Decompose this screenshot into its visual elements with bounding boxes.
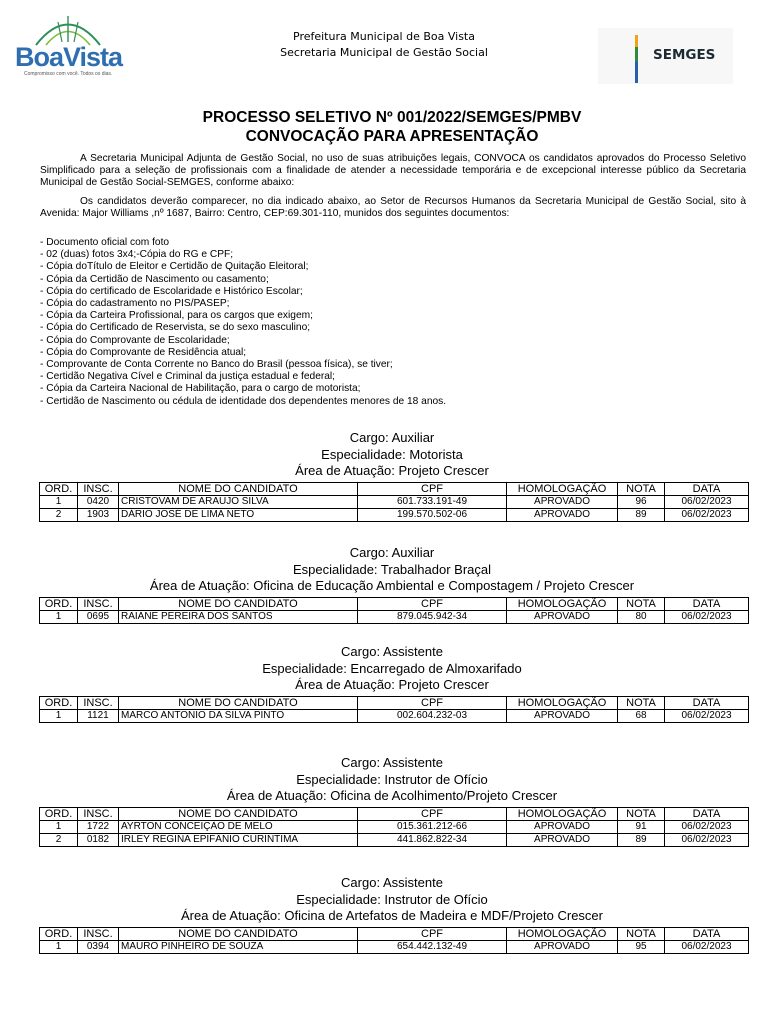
document-list-item: - Cópia do Certificado de Reservista, se do sexo masculino;	[40, 322, 311, 334]
table-header-row	[40, 928, 749, 941]
table-cell: APROVADO	[507, 710, 618, 723]
table-cell: 015.361.212-66	[358, 821, 507, 834]
section-cargo: Cargo: Assistente	[341, 875, 443, 890]
column-header: CPF	[358, 697, 507, 710]
semges-label: SEMGES	[653, 47, 716, 63]
table-cell: 06/02/2023	[665, 496, 749, 509]
document-list-item: - Cópia do Comprovante de Escolaridade;	[40, 334, 230, 346]
page-header	[0, 0, 768, 100]
document-list-item: - Cópia doTítulo de Eleitor e Certidão de Quitação Eleitoral;	[40, 261, 309, 273]
column-header: ORD.	[40, 598, 78, 611]
column-header: NOME DO CANDIDATO	[119, 598, 358, 611]
column-header: CPF	[358, 598, 507, 611]
table-cell: 1	[40, 496, 78, 509]
table-row	[40, 941, 749, 954]
table-cell: 0182	[78, 834, 119, 847]
table-header-row	[40, 483, 749, 496]
table-cell: APROVADO	[507, 611, 618, 624]
table-cell: 1	[40, 821, 78, 834]
table-cell: 06/02/2023	[665, 834, 749, 847]
table-cell: 199.570.502-06	[358, 509, 507, 522]
org-name-line1: Prefeitura Municipal de Boa Vista	[293, 30, 475, 43]
table-cell: APROVADO	[507, 509, 618, 522]
document-list-item: - Cópia do certificado de Escolaridade e Histórico Escolar;	[40, 285, 303, 297]
section-especialidade: Especialidade: Motorista	[321, 446, 463, 462]
section-especialidade: Especialidade: Instrutor de Ofício	[296, 771, 488, 787]
column-header: DATA	[665, 483, 749, 496]
table-cell: 1722	[78, 821, 119, 834]
logo-tagline: Compromisso com você. Todos os dias.	[24, 71, 113, 77]
column-header: ORD.	[40, 808, 78, 821]
column-header: NOTA	[618, 808, 665, 821]
table-cell: 06/02/2023	[665, 941, 749, 954]
column-header: INSC.	[78, 598, 119, 611]
table-cell: 1	[40, 710, 78, 723]
document-list-item: - Cópia da Carteira Profissional, para os cargos que exigem;	[40, 310, 313, 322]
section-especialidade: Especialidade: Encarregado de Almoxarifado	[262, 660, 522, 676]
table-row	[40, 509, 749, 522]
table-cell: 89	[618, 509, 665, 522]
candidate-table	[39, 927, 749, 954]
document-list-item: - Comprovante de Conta Corrente no Banco do Brasil (pessoa física), se tiver;	[40, 359, 393, 371]
document-subtitle: CONVOCAÇÃO PARA APRESENTAÇÃO	[245, 128, 539, 145]
semges-logo	[598, 28, 733, 84]
section-area: Área de Atuação: Projeto Crescer	[295, 463, 489, 478]
section-area: Área de Atuação: Oficina de Artefatos de Madeira e MDF/Projeto Crescer	[181, 908, 603, 923]
table-cell: MARCO ANTONIO DA SILVA PINTO	[119, 710, 358, 723]
table-cell: IRLEY REGINA EPIFÂNIO CURINTIMA	[119, 834, 358, 847]
table-cell: 1903	[78, 509, 119, 522]
column-header: NOTA	[618, 928, 665, 941]
candidate-table	[39, 807, 749, 847]
column-header: CPF	[358, 808, 507, 821]
table-cell: 06/02/2023	[665, 821, 749, 834]
column-header: NOTA	[618, 483, 665, 496]
column-header: INSC.	[78, 697, 119, 710]
section-cargo: Cargo: Auxiliar	[349, 430, 435, 445]
table-row	[40, 611, 749, 624]
table-cell: APROVADO	[507, 941, 618, 954]
table-cell: 91	[618, 821, 665, 834]
table-cell: DÁRIO JOSÉ DE LIMA NETO	[119, 509, 358, 522]
document-list-item: - Cópia da Carteira Nacional de Habilitação, para o cargo de motorista;	[40, 383, 361, 395]
column-header: HOMOLOGAÇÃO	[507, 598, 618, 611]
table-cell: 06/02/2023	[665, 509, 749, 522]
column-header: NOME DO CANDIDATO	[119, 808, 358, 821]
section-especialidade: Especialidade: Instrutor de Ofício	[296, 891, 488, 907]
table-row	[40, 496, 749, 509]
table-cell: 96	[618, 496, 665, 509]
candidate-table	[39, 597, 749, 624]
column-header: NOME DO CANDIDATO	[119, 928, 358, 941]
table-cell: 0695	[78, 611, 119, 624]
table-cell: 002.604.232-03	[358, 710, 507, 723]
section-especialidade: Especialidade: Trabalhador Braçal	[292, 561, 491, 577]
column-header: HOMOLOGAÇÃO	[507, 697, 618, 710]
section-cargo: Cargo: Auxiliar	[349, 545, 435, 560]
table-cell: APROVADO	[507, 496, 618, 509]
section-area: Área de Atuação: Projeto Crescer	[295, 677, 489, 692]
document-list-item: - Cópia da Certidão de Nascimento ou casamento;	[40, 273, 269, 285]
column-header: CPF	[358, 483, 507, 496]
column-header: NOTA	[618, 598, 665, 611]
column-header: INSC.	[78, 928, 119, 941]
semges-color-bar-icon	[635, 35, 638, 83]
table-cell: 441.862.822-34	[358, 834, 507, 847]
table-cell: 2	[40, 834, 78, 847]
document-title: PROCESSO SELETIVO Nº 001/2022/SEMGES/PMBV	[202, 109, 582, 126]
table-cell: 1121	[78, 710, 119, 723]
table-header-row	[40, 598, 749, 611]
table-cell: APROVADO	[507, 834, 618, 847]
table-cell: 80	[618, 611, 665, 624]
table-cell: 68	[618, 710, 665, 723]
column-header: DATA	[665, 598, 749, 611]
column-header: NOME DO CANDIDATO	[119, 483, 358, 496]
column-header: INSC.	[78, 483, 119, 496]
table-cell: AYRTON CONCEIÇÃO DE MELO	[119, 821, 358, 834]
section-area: Área de Atuação: Oficina de Acolhimento/Projeto Crescer	[226, 788, 558, 803]
column-header: HOMOLOGAÇÃO	[507, 928, 618, 941]
table-cell: CRISTOVAM DE ARAUJO SILVA	[119, 496, 358, 509]
table-cell: 654.442.132-49	[358, 941, 507, 954]
column-header: DATA	[665, 697, 749, 710]
document-list-item: - Cópia do cadastramento no PIS/PASEP;	[40, 298, 230, 310]
table-cell: RAIANE PEREIRA DOS SANTOS	[119, 611, 358, 624]
intro-paragraph: A Secretaria Municipal Adjunta de Gestão Social, no uso de suas atribuições legais, CONVOCA os candidatos aprovados do Processo Seletivo Simplificado para a seleção de profissionais com a finalidade de atender a necessidade temporária e de excepcional interesse público da Secretaria Municipal de Gestão Social-SEMGES, conforme abaixo:	[40, 153, 746, 189]
column-header: ORD.	[40, 697, 78, 710]
table-cell: 1	[40, 941, 78, 954]
table-cell: 89	[618, 834, 665, 847]
section-cargo: Cargo: Assistente	[341, 755, 443, 770]
table-row	[40, 834, 749, 847]
required-documents-list	[40, 237, 740, 408]
table-cell: 95	[618, 941, 665, 954]
section-cargo: Cargo: Assistente	[341, 644, 443, 659]
document-list-item: - 02 (duas) fotos 3x4;-Cópia do RG e CPF;	[40, 249, 234, 261]
column-header: DATA	[665, 808, 749, 821]
logo-wordmark: BoaVista	[15, 42, 123, 72]
column-header: HOMOLOGAÇÃO	[507, 808, 618, 821]
table-cell: 06/02/2023	[665, 710, 749, 723]
document-list-item: - Certidão Negativa Cível e Criminal da justiça estadual e federal;	[40, 371, 336, 383]
candidate-table	[39, 482, 749, 522]
table-cell: 1	[40, 611, 78, 624]
table-cell: 0394	[78, 941, 119, 954]
table-row	[40, 710, 749, 723]
table-cell: 06/02/2023	[665, 611, 749, 624]
instructions-paragraph: Os candidatos deverão comparecer, no dia indicado abaixo, ao Setor de Recursos Humanos da Secretaria Municipal de Gestão Social, sito à Avenida: Major Williams ,nº 1687, Bairro: Centro, CEP:69.301-110, munidos dos seguintes documentos:	[40, 196, 746, 220]
document-list-item: - Cópia do Comprovante de Residência atual;	[40, 346, 247, 358]
table-header-row	[40, 697, 749, 710]
column-header: ORD.	[40, 483, 78, 496]
table-header-row	[40, 808, 749, 821]
column-header: NOME DO CANDIDATO	[119, 697, 358, 710]
column-header: INSC.	[78, 808, 119, 821]
column-header: CPF	[358, 928, 507, 941]
column-header: DATA	[665, 928, 749, 941]
section-area: Área de Atuação: Oficina de Educação Ambiental e Compostagem / Projeto Crescer	[149, 578, 635, 593]
table-cell: 879.045.942-34	[358, 611, 507, 624]
column-header: NOTA	[618, 697, 665, 710]
column-header: HOMOLOGAÇÃO	[507, 483, 618, 496]
table-cell: MAURO PINHEIRO DE SOUZA	[119, 941, 358, 954]
column-header: ORD.	[40, 928, 78, 941]
table-cell: 601.733.191-49	[358, 496, 507, 509]
document-list-item: - Certidão de Nascimento ou cédula de identidade dos dependentes menores de 18 anos.	[40, 395, 447, 407]
table-cell: 2	[40, 509, 78, 522]
table-cell: APROVADO	[507, 821, 618, 834]
document-list-item: - Documento oficial com foto	[40, 237, 170, 248]
table-row	[40, 821, 749, 834]
table-cell: 0420	[78, 496, 119, 509]
candidate-table	[39, 696, 749, 723]
org-name-line2: Secretaria Municipal de Gestão Social	[280, 46, 488, 59]
